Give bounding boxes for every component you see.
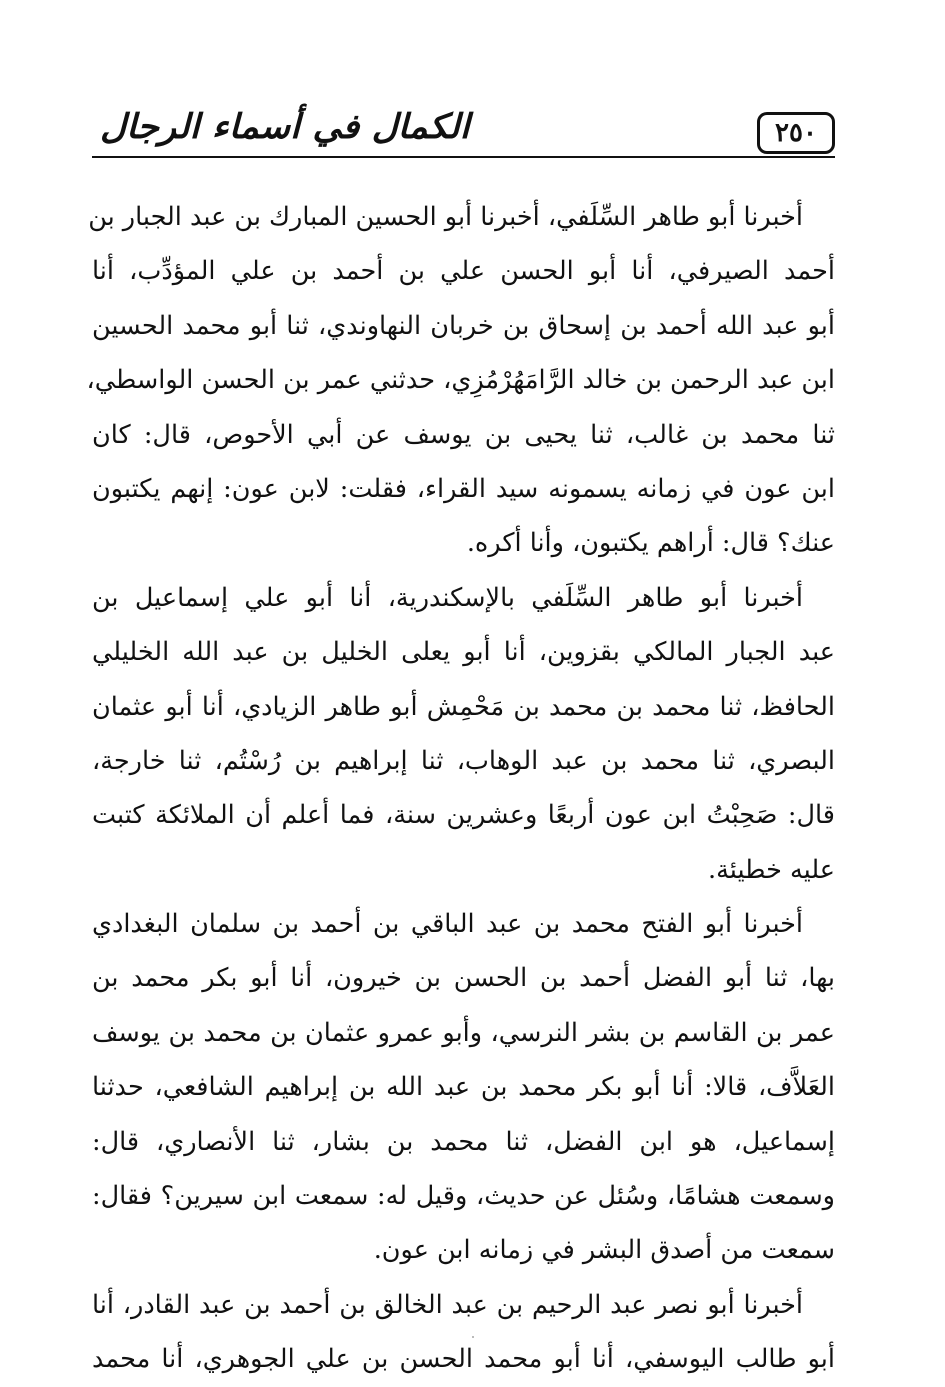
text-line: أخبرنا أبو الفتح محمد بن عبد الباقي بن أحمد بن سلمان البغدادي <box>92 909 803 940</box>
text-body <box>86 190 835 1387</box>
book-title: الكمال في أسماء الرجال <box>100 107 470 147</box>
page-header <box>92 98 835 160</box>
text-line: ابن عبد الرحمن بن خالد الرَّامَهُرْمُزِي، حدثني عمر بن الحسن الواسطي، <box>86 365 835 396</box>
text-line: عنك؟ قال: أراهم يكتبون، وأنا أكره. <box>466 528 835 559</box>
text-line: البصري، ثنا محمد بن عبد الوهاب، ثنا إبراهيم بن رُسْتُم، ثنا خارجة، <box>92 745 835 776</box>
paragraph <box>92 1278 835 1387</box>
header-rule <box>92 156 835 158</box>
text-line: أبو عبد الله أحمد بن إسحاق بن خربان النهاوندي، ثنا أبو محمد الحسين <box>92 310 835 341</box>
text-line: أبو طالب اليوسفي، أنا أبو محمد الحسن بن علي الجوهري، أنا محمد <box>92 1344 835 1375</box>
text-line: بها، ثنا أبو الفضل أحمد بن الحسن بن خيرون، أنا أبو بكر محمد بن <box>92 963 835 994</box>
text-line: أخبرنا أبو طاهر السِّلَفي بالإسكندرية، أنا أبو علي إسماعيل بن <box>92 582 803 613</box>
text-line: ابن عون في زمانه يسمونه سيد القراء، فقلت: لابن عون: إنهم يكتبون <box>92 473 835 504</box>
text-line: ثنا محمد بن غالب، ثنا يحيى بن يوسف عن أبي الأحوص، قال: كان <box>92 419 835 450</box>
text-line: أحمد الصيرفي، أنا أبو الحسن علي بن أحمد بن علي المؤدِّب، أنا <box>92 256 835 287</box>
text-line: الحافظ، ثنا محمد بن محمد بن مَحْمِش أبو طاهر الزيادي، أنا أبو عثمان <box>92 691 835 722</box>
text-line: عبد الجبار المالكي بقزوين، أنا أبو يعلى الخليل بن عبد الله الخليلي <box>92 637 835 668</box>
text-line: أخبرنا أبو نصر عبد الرحيم بن عبد الخالق بن أحمد بن عبد القادر، أنا <box>92 1289 803 1320</box>
text-line: وسمعت هشامًا، وسُئل عن حديث، وقيل له: سمعت ابن سيرين؟ فقال: <box>92 1181 835 1212</box>
paragraph <box>86 190 835 571</box>
text-line: قال: صَحِبْتُ ابن عون أربعًا وعشرين سنة، فما أعلم أن الملائكة كتبت <box>92 800 835 831</box>
text-line: العَلاَّف، قالا: أنا أبو بكر محمد بن عبد الله بن إبراهيم الشافعي، حدثنا <box>92 1072 835 1103</box>
text-line: سمعت من أصدق البشر في زمانه ابن عون. <box>373 1235 835 1266</box>
scan-speck <box>472 1336 474 1338</box>
paragraph <box>92 897 835 1278</box>
text-line: عليه خطيئة. <box>708 854 835 885</box>
text-line: إسماعيل، هو ابن الفضل، ثنا محمد بن بشار، ثنا الأنصاري، قال: <box>92 1126 835 1157</box>
page-number: ٢٥٠ <box>757 112 835 154</box>
text-line: أخبرنا أبو طاهر السِّلَفي، أخبرنا أبو الحسين المبارك بن عبد الجبار بن <box>88 202 803 232</box>
paragraph <box>92 571 835 897</box>
text-line: عمر بن القاسم بن بشر النرسي، وأبو عمرو عثمان بن محمد بن يوسف <box>92 1017 835 1048</box>
